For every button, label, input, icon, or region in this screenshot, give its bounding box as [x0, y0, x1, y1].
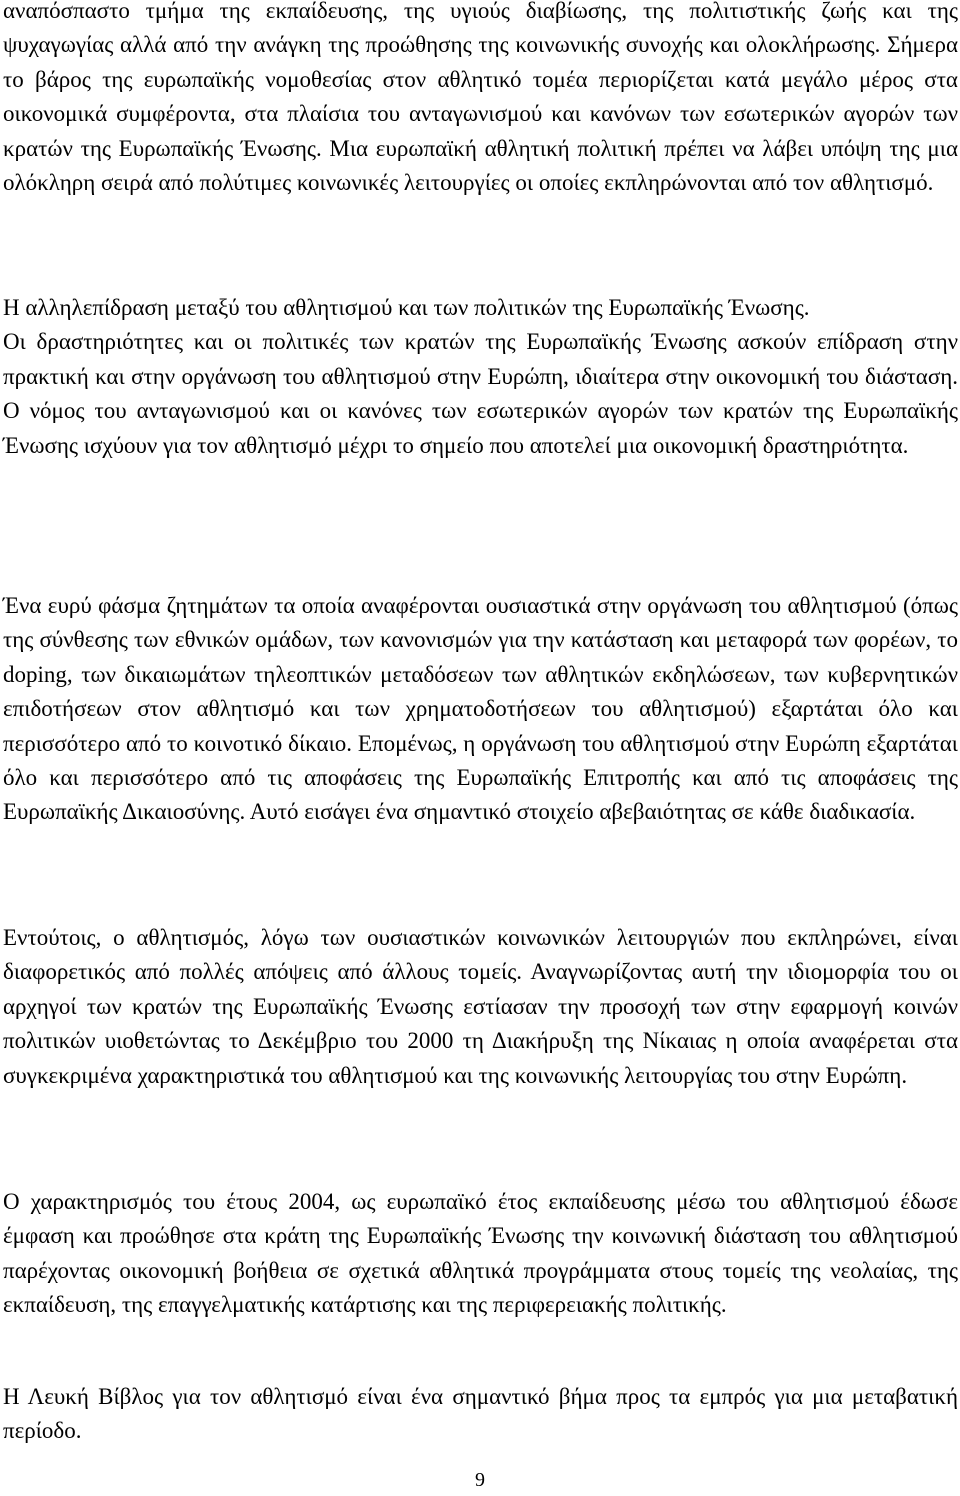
paragraph-1 — [3, 0, 958, 200]
paragraph-3 — [3, 589, 958, 830]
paragraph-5 — [3, 1185, 958, 1323]
paragraph-6 — [3, 1380, 958, 1449]
paragraph-6-text: Η Λευκή Βίβλος για τον αθλητισμό είναι ένα σημαντικό βήμα προς τα εμπρός για μια μεταβατική περίοδο. — [3, 1384, 958, 1444]
paragraph-3-text: Ένα ευρύ φάσμα ζητημάτων τα οποία αναφέρονται ουσιαστικά στην οργάνωση του αθλητισμού (όπως της σύνθεσης των εθνικών ομάδων, των κανονισμών για την κατάσταση και μεταφορά των φορέων, το doping, των δικαιωμάτων τηλεοπτικών μεταδόσεων των αθλητικών εκδηλώσεων, των κυβερνητικών επιδοτήσεων στον αθλητισμό και των χρηματοδοτήσεων του αθλητισμού) εξαρτάται όλο και περισσότερο από το κοινοτικό δίκαιο. Επομένως, η οργάνωση του αθλητισμού στην Ευρώπη εξαρτάται όλο και περισσότερο από τις αποφάσεις της Ευρωπαϊκής Επιτροπής και από τις αποφάσεις της Ευρωπαϊκής Δικαιοσύνης. Αυτό εισάγει ένα σημαντικό στοιχείο αβεβαιότητας σε κάθε διαδικασία. — [3, 593, 958, 825]
paragraph-2 — [3, 291, 958, 463]
paragraph-5-text: Ο χαρακτηρισμός του έτους 2004, ως ευρωπαϊκό έτος εκπαίδευσης μέσω του αθλητισμού έδωσε έμφαση και προώθησε στα κράτη της Ευρωπαϊκής Ένωσης την κοινωνική διάσταση του αθλητισμού παρέχοντας οικονομική βοήθεια σε σχετικά αθλητικά προγράμματα στους τομείς της νεολαίας, της εκπαίδευση, της επαγγελματικής κατάρτισης και της περιφερειακής πολιτικής. — [3, 1189, 958, 1318]
page-number: 9 — [475, 1469, 485, 1491]
paragraph-2-text: Οι δραστηριότητες και οι πολιτικές των κρατών της Ευρωπαϊκής Ένωσης ασκούν επίδραση στην πρακτική και στην οργάνωση του αθλητισμού στην Ευρώπη, ιδιαίτερα στην οικονομική του διάσταση. Ο νόμος του ανταγωνισμού και οι κανόνες των εσωτερικών αγορών των κρατών της Ευρωπαϊκής Ένωσης ισχύουν για τον αθλητισμό μέχρι το σημείο που αποτελεί μια οικονομική δραστηριότητα. — [3, 329, 958, 458]
paragraph-1-text: αναπόσπαστο τμήμα της εκπαίδευσης, της υγιούς διαβίωσης, της πολιτιστικής ζωής και της ψυχαγωγίας αλλά από την ανάγκη της προώθησης της κοινωνικής συνοχής και ολοκλήρωσης. Σήμερα το βάρος της ευρωπαϊκής νομοθεσίας στον αθλητικό τομέα περιορίζεται κατά μεγάλο μέρος στα οικονομικά συμφέροντα, στα πλαίσια του ανταγωνισμού και κανόνων των εσωτερικών αγορών των κρατών της Ευρωπαϊκής Ένωσης. Μια ευρωπαϊκή αθλητική πολιτική πρέπει να λάβει υπόψη της μια ολόκληρη σειρά από πολύτιμες κοινωνικές λειτουργίες οι οποίες εκπληρώνονται από τον αθλητισμό. — [3, 0, 958, 196]
paragraph-4-text: Εντούτοις, ο αθλητισμός, λόγω των ουσιαστικών κοινωνικών λειτουργιών που εκπληρώνει, είναι διαφορετικός από πολλές απόψεις από άλλους τομείς. Αναγνωρίζοντας αυτή την ιδιομορφία του οι αρχηγοί των κρατών της Ευρωπαϊκής Ένωσης εστίασαν την προσοχή των στην εφαρμογή κοινών πολιτικών υιοθετώντας το Δεκέμβριο του 2000 τη Διακήρυξη της Νίκαιας η οποία αναφέρεται στα συγκεκριμένα χαρακτηριστικά του αθλητισμού και της κοινωνικής λειτουργίας του στην Ευρώπη. — [3, 925, 958, 1088]
paragraph-4 — [3, 921, 958, 1093]
section-heading: Η αλληλεπίδραση μεταξύ του αθλητισμού και των πολιτικών της Ευρωπαϊκής Ένωσης. — [3, 295, 810, 320]
